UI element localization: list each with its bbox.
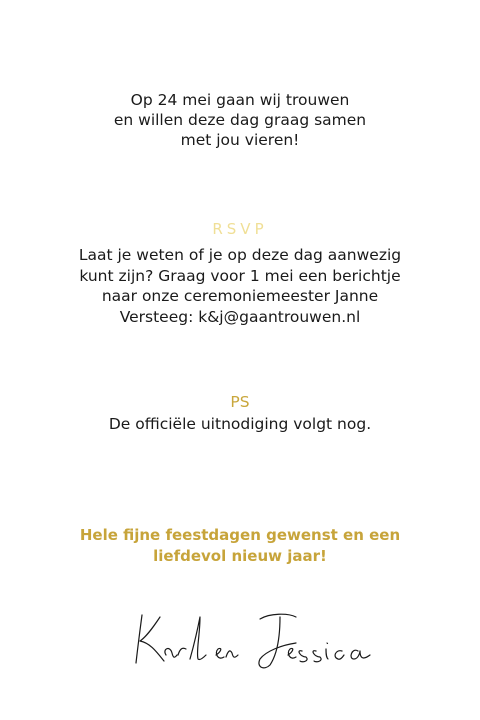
rsvp-line-1: Laat je weten of je op deze dag aanwezig [78, 246, 402, 264]
signature-drawing [120, 605, 380, 675]
intro-line-3: met jou vieren! [180, 131, 300, 149]
rsvp-line-2: kunt zijn? Graag voor 1 mei een berichtje [79, 266, 401, 285]
holiday-wish [0, 525, 480, 567]
wish-line-2: liefdevol nieuw jaar! [153, 547, 327, 565]
rsvp-line-4: Versteeg: k&j@gaantrouwen.nl [119, 307, 361, 326]
wish-line-1: Hele fijne feestdagen gewenst en een [79, 526, 401, 544]
rsvp-line-3: naar onze ceremoniemeester Janne [101, 287, 379, 305]
rsvp-heading: RSVP [212, 220, 268, 238]
ps-text: De officiële uitnodiging volgt nog. [108, 415, 372, 433]
ps-heading: PS [230, 393, 250, 411]
intro-text [0, 90, 480, 150]
rsvp-text [0, 245, 480, 327]
intro-line-2: en willen deze dag graag samen [113, 111, 367, 129]
intro-line-1: Op 24 mei gaan wij trouwen [130, 91, 350, 109]
signature-script [120, 605, 380, 675]
